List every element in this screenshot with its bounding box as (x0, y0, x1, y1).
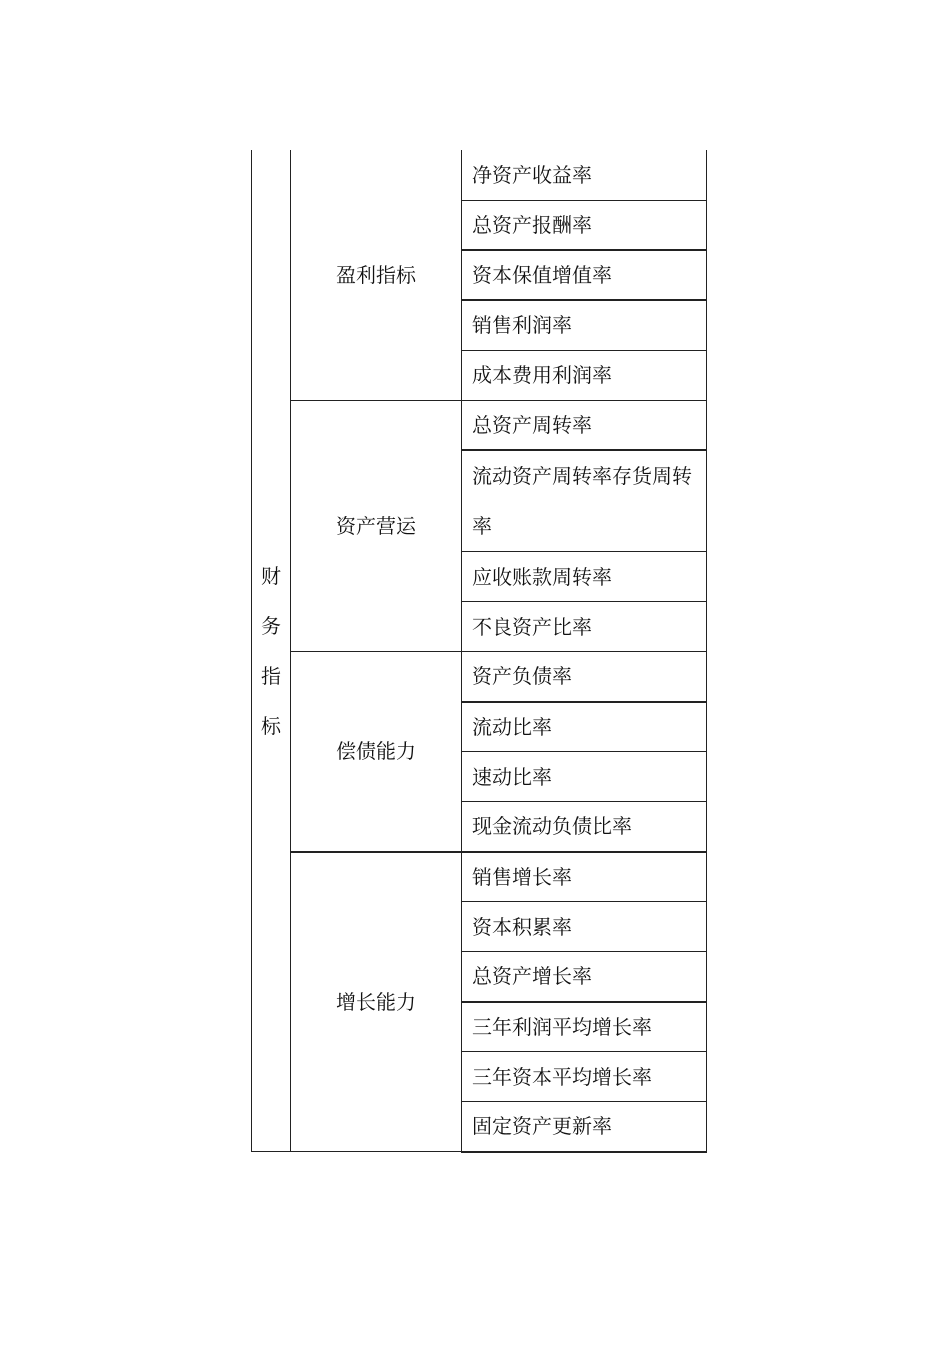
category-cell-profitability (291, 150, 462, 400)
indicator-cell (462, 952, 707, 1002)
indicator-cell (462, 250, 707, 300)
indicator-cell (462, 1102, 707, 1152)
indicator-label: 资本积累率 (472, 914, 572, 939)
indicator-cell (462, 902, 707, 952)
indicator-label: 三年资本平均增长率 (472, 1064, 652, 1089)
indicator-label: 销售增长率 (472, 864, 572, 889)
table-row (252, 652, 707, 702)
financial-indicator-table (251, 150, 707, 1153)
indicator-label: 三年利润平均增长率 (472, 1014, 652, 1039)
indicator-label: 流动比率 (472, 714, 552, 739)
category-cell-asset-operation (291, 400, 462, 652)
indicator-label: 净资产收益率 (472, 162, 592, 187)
indicator-label: 固定资产更新率 (472, 1114, 612, 1139)
table-row (252, 400, 707, 450)
indicator-cell (462, 552, 707, 602)
indicator-label: 总资产报酬率 (472, 212, 592, 237)
table-row (252, 150, 707, 200)
indicator-label: 应收账款周转率 (472, 564, 612, 589)
indicator-label: 资产负债率 (472, 664, 572, 689)
indicator-cell (462, 450, 707, 552)
indicator-cell (462, 802, 707, 852)
indicator-cell (462, 652, 707, 702)
category-label: 资产营运 (336, 513, 416, 538)
indicator-label: 总资产周转率 (472, 412, 592, 437)
category-cell-growth (291, 852, 462, 1152)
indicator-cell (462, 702, 707, 752)
indicator-cell (462, 200, 707, 250)
indicator-cell (462, 752, 707, 802)
indicator-label: 速动比率 (472, 764, 552, 789)
indicator-label: 流动资产周转率存货周转率 (472, 464, 692, 538)
indicator-cell (462, 1002, 707, 1052)
indicator-cell (462, 852, 707, 902)
category-label: 偿债能力 (336, 739, 416, 764)
category-label: 盈利指标 (336, 262, 416, 287)
category-label: 增长能力 (336, 989, 416, 1014)
indicator-cell (462, 350, 707, 400)
indicator-cell (462, 602, 707, 652)
indicator-label: 现金流动负债比率 (472, 814, 632, 839)
indicator-cell (462, 400, 707, 450)
indicator-cell (462, 150, 707, 200)
indicator-cell (462, 300, 707, 350)
indicator-label: 资本保值增值率 (472, 263, 612, 287)
indicator-cell (462, 1052, 707, 1102)
category-cell-solvency (291, 652, 462, 852)
table-row (252, 852, 707, 902)
top-category-cell (252, 150, 291, 1152)
indicator-label: 成本费用利润率 (472, 363, 612, 387)
indicator-label: 总资产增长率 (472, 964, 592, 989)
indicator-label: 销售利润率 (472, 313, 572, 338)
indicator-label: 不良资产比率 (472, 614, 592, 639)
top-category-label: 财务指标 (261, 563, 281, 738)
